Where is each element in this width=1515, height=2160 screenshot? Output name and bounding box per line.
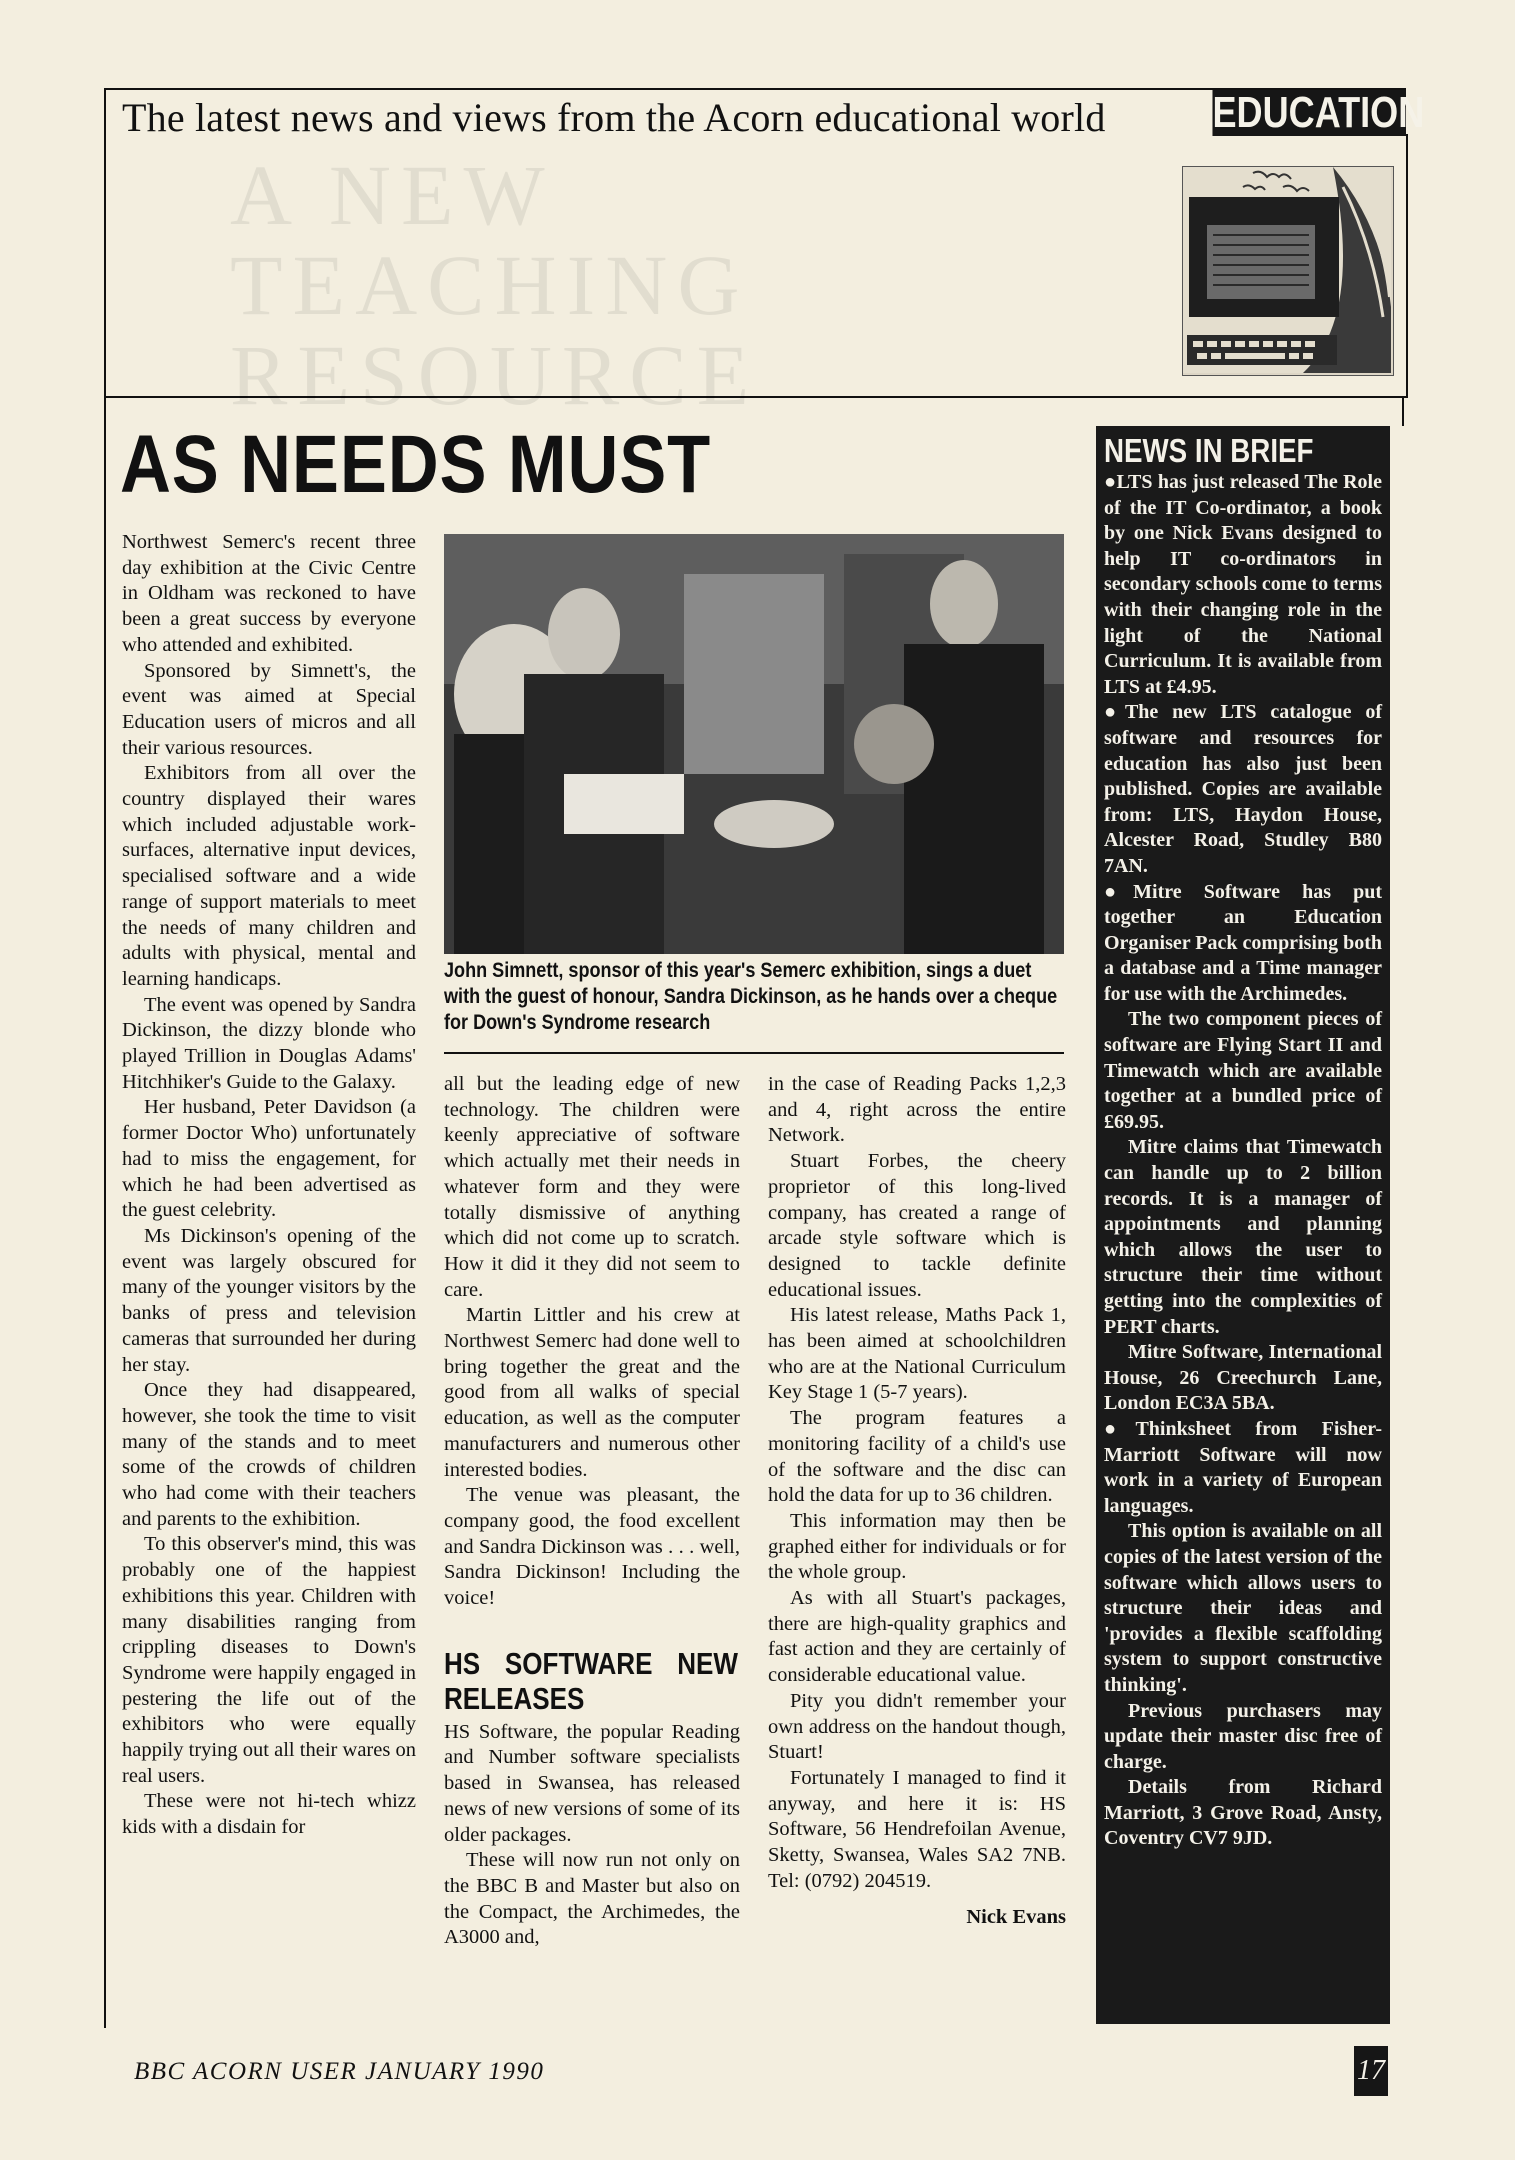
paragraph: Ms Dickinson's opening of the event was largely obscured for many of the younger visitors by the banks of press and television cameras that surrounded her during her stay. [122,1224,416,1376]
paragraph: Sponsored by Simnett's, the event was aimed at Special Education users of micros and all their various resources. [122,659,416,759]
left-rule [104,396,106,2028]
education-computer-illustration [1182,166,1394,376]
photo-caption: John Simnett, sponsor of this year's Semerc exhibition, sings a duet with the guest of honour, Sandra Dickinson, as he hands over a cheque for Down's Syndrome research [444,959,1058,1034]
subheading: HS SOFTWARE NEW RELEASES [444,1645,738,1716]
paragraph: Northwest Semerc's recent three day exhibition at the Civic Centre in Oldham was reckoned to have been a great success by everyone who attended and exhibited. [122,531,416,656]
paragraph: This information may then be graphed either for individuals or for the whole group. [768,1509,1066,1584]
bullet-icon: ● [1104,1417,1136,1440]
bullet-icon: ● [1104,471,1117,493]
paragraph: Stuart Forbes, the cheery proprietor of this long-lived company, has created a range of arcade style software which is designed to tackle definite educational issues. [768,1150,1066,1301]
news-in-brief-panel [1096,426,1390,2024]
paragraph: Pity you didn't remember your own address on the handout though, Stuart! [768,1689,1066,1764]
paragraph: These were not hi-tech whizz kids with a disdain for [122,1790,416,1839]
article-column-2 [444,1072,740,1951]
paragraph: HS Software, the popular Reading and Number software specialists based in Swansea, has released news of new versions of some of its older packages. [444,1720,740,1846]
masthead-tagline: The latest news and views from the Acorn educational world [122,95,1106,140]
paragraph: These will now run not only on the BBC B and Master but also on the Compact, the Archimedes, the A3000 and, [444,1849,740,1949]
paragraph: The program features a monitoring facility of a child's use of the software and the disc can hold the data for up to 36 children. [768,1407,1066,1507]
byline: Nick Evans [966,1905,1066,1928]
bullet-icon: ● [1104,701,1125,724]
section-badge: EDUCATION [1212,88,1425,137]
paragraph: The event was opened by Sandra Dickinson, the dizzy blonde who played Trillion in Douglas Adams' Hitchhiker's Guide to the Galaxy. [122,993,416,1093]
paragraph: To this observer's mind, this was probably one of the happiest exhibitions this year. Children with many disabilities ranging from crippling diseases to Down's Syndrome were happily engaged in pestering the life out of the exhibitors who were equally happily trying out all their wares on real users. [122,1533,416,1787]
news-in-brief-title: NEWS IN BRIEF [1104,432,1314,469]
article-column-3 [768,1072,1066,1930]
brief-item: ●The new LTS catalogue of software and resources for education has also just been published. Copies are available from: LTS, Haydon House, Alcester Road, Studley B80 7AN. [1104,701,1382,877]
brief-item: ●LTS has just released The Role of the IT Co-ordinator, a book by one Nick Evans designed to help IT co-ordinators in secondary schools come to terms with their changing role in the light of the National Curriculum. It is available from LTS at £4.95. [1104,471,1382,698]
ghost-line: TEACHING [230,237,750,333]
paragraph: Exhibitors from all over the country displayed their wares which included adjustable work-surfaces, alternative input devices, specialised software and a wide range of support materials to meet the needs of many children and adults with physical, mental and learning handicaps. [122,762,416,990]
computer-icon [1183,167,1391,373]
brief-paragraph: Previous purchasers may update their master disc free of charge. [1104,1699,1382,1773]
bullet-icon: ● [1104,880,1134,903]
brief-paragraph: Mitre Software, International House, 26 Creechurch Lane, London EC3A 5BA. [1104,1341,1382,1415]
brief-item: ●Thinksheet from Fisher-Marriott Software will now work in a variety of European languages. [1104,1417,1382,1517]
paragraph: As with all Stuart's packages, there are high-quality graphics and fast action and they are certainly of considerable educational value. [768,1587,1066,1687]
caption-divider [444,1052,1064,1054]
photo-people-icon [444,534,1064,954]
paragraph: Once they had disappeared, however, she took the time to visit many of the stands and to meet some of the crowds of children who had come with their teachers and parents to the exhibition. [122,1379,416,1530]
page-number: 17 [1354,2046,1388,2096]
paragraph: all but the leading edge of new technology. The children were keenly appreciative of software which actually met their needs in whatever form and they were totally dismissive of anything which did not come up to scratch. How it did it they did not seem to care. [444,1073,740,1301]
brief-item: ●Mitre Software has put together an Education Organiser Pack comprising both a database and a Time manager for use with the Archimedes. [1104,880,1382,1005]
article-column-1 [122,530,416,1841]
right-rule [1402,396,1404,426]
ghost-line: RESOURCE [230,327,760,423]
paragraph: in the case of Reading Packs 1,2,3 and 4, right across the entire Network. [768,1073,1066,1147]
paragraph: His latest release, Maths Pack 1, has been aimed at schoolchildren who are at the National Curriculum Key Stage 1 (5-7 years). [768,1304,1066,1404]
brief-paragraph: Mitre claims that Timewatch can handle up to 2 billion records. It is a manager of appointments and planning which allows the user to structure their time without getting into the complexities of PERT charts. [1104,1136,1382,1338]
paragraph: Martin Littler and his crew at Northwest Semerc had done well to bring together the great and the good from all walks of special education, as well as the computer manufacturers and numerous other interested bodies. [444,1304,740,1481]
ghost-line: A NEW [230,147,555,243]
brief-paragraph: This option is available on all copies of the latest version of the software which allows users to structure their ideas and 'provides a flexible scaffolding system to support constructive thinking'. [1104,1520,1382,1696]
paragraph: Fortunately I managed to find it anyway, and here it is: HS Software, 56 Hendrefoilan Avenue, Sketty, Swansea, Wales SA2 7NB. Tel: (0792) 204519. [768,1766,1066,1892]
brief-paragraph: Details from Richard Marriott, 3 Grove Road, Ansty, Coventry CV7 9JD. [1104,1776,1382,1850]
article-headline: AS NEEDS MUST [120,419,712,510]
magazine-footer: BBC ACORN USER JANUARY 1990 [134,2058,545,2085]
brief-paragraph: The two component pieces of software are Flying Start II and Timewatch which are available together at a bundled price of £69.95. [1104,1008,1382,1133]
show-through-text [230,147,1190,423]
exhibition-photo [444,534,1064,954]
paragraph: Her husband, Peter Davidson (a former Doctor Who) unfortunately had to miss the engagement, for which he had been advertised as the guest celebrity. [122,1096,416,1222]
masthead-bar [104,88,1425,140]
paragraph: The venue was pleasant, the company good, the food excellent and Sandra Dickinson was . . . well, Sandra Dickinson! Including the voice! [444,1484,740,1610]
